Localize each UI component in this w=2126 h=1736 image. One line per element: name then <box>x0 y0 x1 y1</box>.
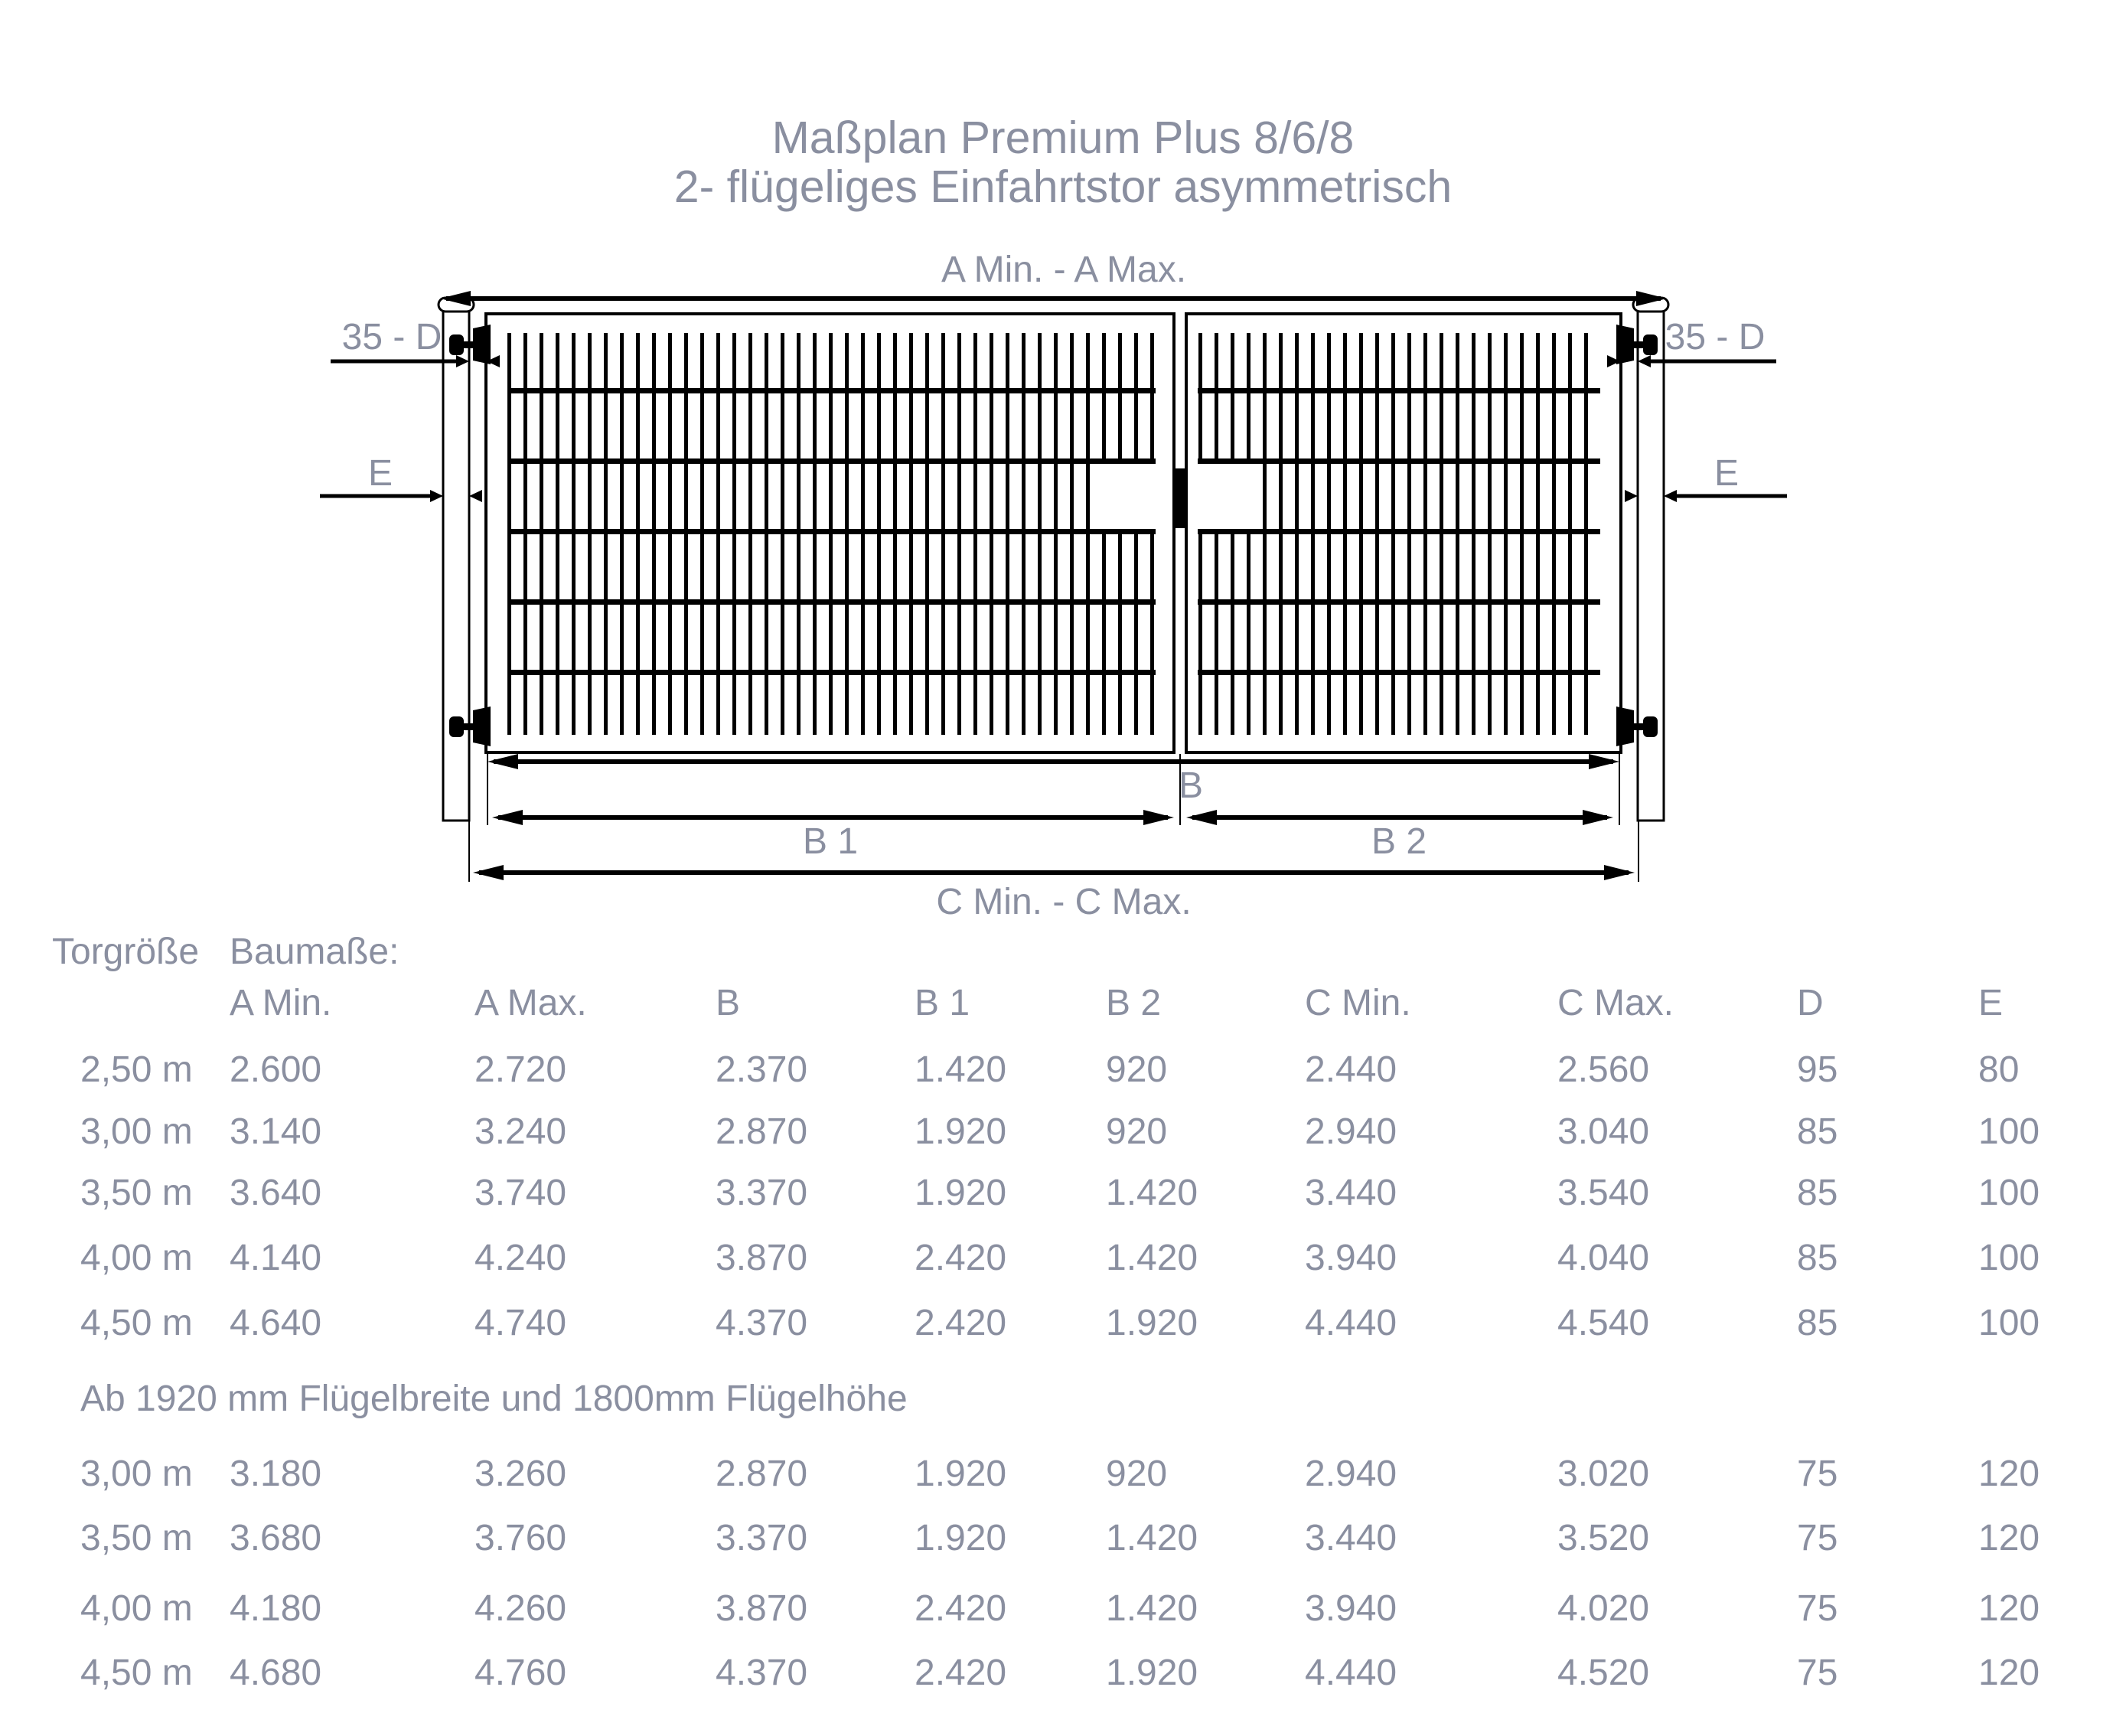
cell-b: 3.870 <box>716 1588 808 1629</box>
cell-b1: 1.920 <box>915 1111 1007 1152</box>
cell-a-min: 4.640 <box>230 1303 322 1343</box>
cell-b1: 1.920 <box>915 1518 1007 1558</box>
cell-b2: 1.420 <box>1106 1173 1198 1213</box>
dimension-b1 <box>492 810 1174 862</box>
col-header-baumasse: Baumaße: <box>230 932 399 972</box>
col-header-c-max: C Max. <box>1557 983 1674 1023</box>
cell-b: 2.870 <box>716 1454 808 1494</box>
cell-a-max: 4.740 <box>474 1303 567 1343</box>
table-row <box>0 1173 2126 1216</box>
cell-d: 75 <box>1797 1653 1838 1693</box>
cell-c-min: 3.440 <box>1305 1173 1397 1213</box>
dimension-a <box>440 250 1667 306</box>
cell-e: 120 <box>1978 1588 2040 1629</box>
cell-d: 75 <box>1797 1454 1838 1494</box>
cell-a-max: 3.740 <box>474 1173 567 1213</box>
cell-e: 120 <box>1978 1518 2040 1558</box>
col-header-e: E <box>1978 983 2004 1023</box>
col-header-b2: B 2 <box>1106 983 1162 1023</box>
title-line-1: Maßplan Premium Plus 8/6/8 <box>771 113 1355 163</box>
cell-c-max: 4.040 <box>1557 1238 1650 1278</box>
cell-d: 75 <box>1797 1518 1838 1558</box>
cell-b1: 1.420 <box>915 1049 1007 1090</box>
col-header-c-min: C Min. <box>1305 983 1411 1023</box>
cell-b: 3.870 <box>716 1238 808 1278</box>
cell-c-max: 4.020 <box>1557 1588 1650 1629</box>
dim-label-d-right: 35 - D <box>1665 317 1766 357</box>
cell-b1: 2.420 <box>915 1238 1007 1278</box>
lock-box-right <box>1198 464 1256 529</box>
dimension-b <box>487 754 1619 806</box>
table-row <box>0 1112 2126 1155</box>
cell-b2: 920 <box>1106 1049 1168 1090</box>
cell-d: 95 <box>1797 1049 1838 1090</box>
dim-label-c: C Min. - C Max. <box>936 882 1192 922</box>
cell-b2: 1.920 <box>1106 1303 1198 1343</box>
cell-b2: 1.420 <box>1106 1588 1198 1629</box>
dim-label-b1: B 1 <box>802 821 859 862</box>
cell-e: 80 <box>1978 1049 2020 1090</box>
cell-torgroesse: 4,50 m <box>80 1653 193 1693</box>
cell-e: 100 <box>1978 1303 2040 1343</box>
cell-a-min: 2.600 <box>230 1049 322 1090</box>
col-header-a-max: A Max. <box>474 983 587 1023</box>
dim-label-e-left: E <box>367 453 393 494</box>
col-header-a-min: A Min. <box>230 983 332 1023</box>
cell-a-min: 4.140 <box>230 1238 322 1278</box>
cell-a-min: 3.140 <box>230 1111 322 1152</box>
cell-c-min: 3.940 <box>1305 1238 1397 1278</box>
table-subheader-row <box>0 984 2126 1026</box>
table-row <box>0 1653 2126 1696</box>
table-row <box>0 1050 2126 1093</box>
cell-b: 2.870 <box>716 1111 808 1152</box>
dim-label-b: B <box>1178 765 1204 806</box>
dimension-c <box>473 865 1635 922</box>
cell-c-max: 2.560 <box>1557 1049 1650 1090</box>
cell-a-min: 4.180 <box>230 1588 322 1629</box>
latch-icon <box>1174 468 1185 528</box>
table-row <box>0 1519 2126 1561</box>
cell-b1: 1.920 <box>915 1173 1007 1213</box>
dim-label-a: A Min. - A Max. <box>941 250 1187 290</box>
cell-b2: 920 <box>1106 1454 1168 1494</box>
dim-label-d-left: 35 - D <box>341 317 442 357</box>
cell-e: 120 <box>1978 1454 2040 1494</box>
cell-b2: 1.920 <box>1106 1653 1198 1693</box>
cell-a-min: 4.680 <box>230 1653 322 1693</box>
cell-b2: 1.420 <box>1106 1238 1198 1278</box>
cell-torgroesse: 3,00 m <box>80 1111 193 1152</box>
cell-c-min: 2.440 <box>1305 1049 1397 1090</box>
cell-c-min: 2.940 <box>1305 1111 1397 1152</box>
cell-c-max: 3.020 <box>1557 1454 1650 1494</box>
cell-c-min: 4.440 <box>1305 1653 1397 1693</box>
cell-d: 75 <box>1797 1588 1838 1629</box>
table-header-row <box>0 932 2126 975</box>
cell-a-max: 4.240 <box>474 1238 567 1278</box>
cell-d: 85 <box>1797 1238 1838 1278</box>
cell-torgroesse: 4,00 m <box>80 1238 193 1278</box>
cell-d: 85 <box>1797 1111 1838 1152</box>
cell-a-max: 3.240 <box>474 1111 567 1152</box>
cell-e: 100 <box>1978 1173 2040 1213</box>
cell-a-min: 3.680 <box>230 1518 322 1558</box>
left-wing-mesh <box>507 333 1156 735</box>
cell-a-max: 3.260 <box>474 1454 567 1494</box>
cell-b1: 2.420 <box>915 1303 1007 1343</box>
dim-label-e-right: E <box>1714 453 1740 494</box>
dim-label-b2: B 2 <box>1371 821 1427 862</box>
cell-torgroesse: 4,50 m <box>80 1303 193 1343</box>
cell-a-min: 3.180 <box>230 1454 322 1494</box>
cell-c-max: 4.540 <box>1557 1303 1650 1343</box>
cell-c-max: 4.520 <box>1557 1653 1650 1693</box>
title-line-2: 2- flügeliges Einfahrtstor asymmetrisch <box>673 162 1453 212</box>
cell-e: 120 <box>1978 1653 2040 1693</box>
cell-c-min: 2.940 <box>1305 1454 1397 1494</box>
col-header-b1: B 1 <box>915 983 970 1023</box>
cell-e: 100 <box>1978 1238 2040 1278</box>
lock-box-left <box>1097 464 1156 529</box>
cell-b: 2.370 <box>716 1049 808 1090</box>
cell-b: 3.370 <box>716 1173 808 1213</box>
cell-c-min: 3.440 <box>1305 1518 1397 1558</box>
cell-a-min: 3.640 <box>230 1173 322 1213</box>
cell-d: 85 <box>1797 1173 1838 1213</box>
table-row <box>0 1238 2126 1281</box>
cell-d: 85 <box>1797 1303 1838 1343</box>
cell-torgroesse: 3,00 m <box>80 1454 193 1494</box>
cell-a-max: 4.760 <box>474 1653 567 1693</box>
cell-b: 3.370 <box>716 1518 808 1558</box>
col-header-b: B <box>716 983 741 1023</box>
dimension-b2 <box>1186 810 1613 862</box>
cell-b2: 1.420 <box>1106 1518 1198 1558</box>
cell-b: 4.370 <box>716 1653 808 1693</box>
table-row <box>0 1589 2126 1632</box>
table-row <box>0 1304 2126 1346</box>
cell-torgroesse: 3,50 m <box>80 1173 193 1213</box>
cell-b1: 1.920 <box>915 1454 1007 1494</box>
cell-b2: 920 <box>1106 1111 1168 1152</box>
right-post <box>1633 298 1668 821</box>
right-wing-mesh <box>1198 333 1600 735</box>
cell-c-max: 3.540 <box>1557 1173 1650 1213</box>
cell-b1: 2.420 <box>915 1588 1007 1629</box>
cell-b1: 2.420 <box>915 1653 1007 1693</box>
cell-c-max: 3.040 <box>1557 1111 1650 1152</box>
cell-torgroesse: 4,00 m <box>80 1588 193 1629</box>
cell-c-max: 3.520 <box>1557 1518 1650 1558</box>
cell-torgroesse: 2,50 m <box>80 1049 193 1090</box>
wing-size-note: Ab 1920 mm Flügelbreite und 1800mm Flügelhöhe <box>80 1379 908 1419</box>
cell-torgroesse: 3,50 m <box>80 1518 193 1558</box>
cell-a-max: 3.760 <box>474 1518 567 1558</box>
cell-a-max: 2.720 <box>474 1049 567 1090</box>
cell-c-min: 4.440 <box>1305 1303 1397 1343</box>
col-header-d: D <box>1797 983 1824 1023</box>
col-header-torgroesse: Torgröße <box>52 932 200 972</box>
cell-a-max: 4.260 <box>474 1588 567 1629</box>
table-row <box>0 1454 2126 1497</box>
cell-c-min: 3.940 <box>1305 1588 1397 1629</box>
cell-e: 100 <box>1978 1111 2040 1152</box>
left-post <box>439 298 474 821</box>
cell-b: 4.370 <box>716 1303 808 1343</box>
